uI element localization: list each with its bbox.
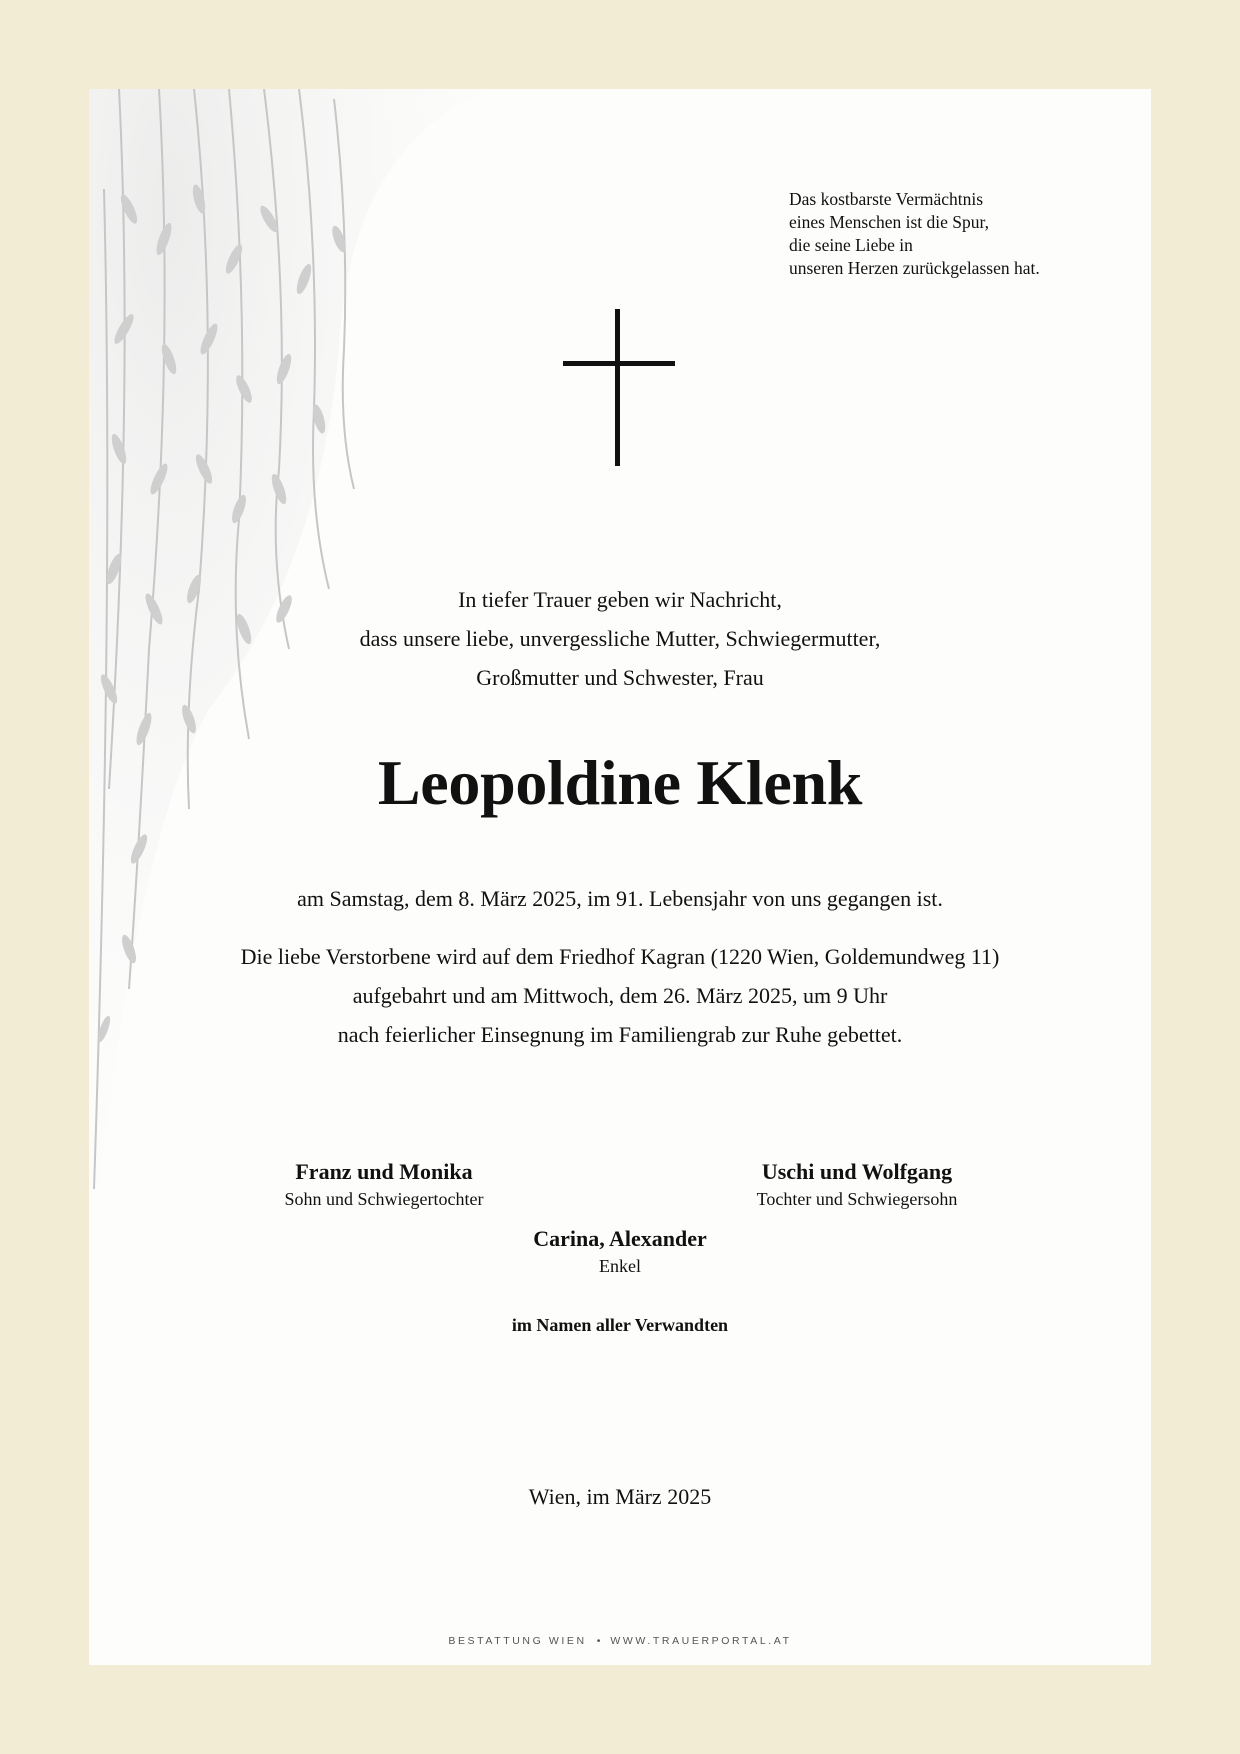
on-behalf-text: im Namen aller Verwandten (511, 1315, 729, 1335)
footer-separator: • (596, 1635, 601, 1647)
deceased-name: Leopoldine Klenk (377, 747, 863, 818)
mourner-relation: Sohn und Schwiegertochter (284, 1189, 484, 1209)
footer (89, 1635, 1151, 1647)
intro-line: In tiefer Trauer geben wir Nachricht, (458, 587, 782, 612)
death-notice: am Samstag, dem 8. März 2025, im 91. Lebensjahr von uns gegangen ist. (297, 886, 943, 911)
willow-branches-illustration (89, 89, 489, 1329)
mourner-relation: Tochter und Schwiegersohn (756, 1189, 958, 1209)
funeral-line: Die liebe Verstorbene wird auf dem Friedhof Kagran (1220 Wien, Goldemundweg 11) (240, 944, 1000, 969)
quote-line: eines Menschen ist die Spur, (789, 212, 990, 232)
intro-text (89, 580, 1151, 697)
mourner-grandchildren (450, 1224, 790, 1278)
mourner-relation: Enkel (599, 1256, 641, 1276)
quote-line: die seine Liebe in (789, 235, 913, 255)
intro-line: Großmutter und Schwester, Frau (476, 665, 764, 690)
mourner-names: Carina, Alexander (533, 1226, 707, 1251)
mourner-names: Uschi und Wolfgang (761, 1159, 953, 1184)
footer-company: BESTATTUNG WIEN (448, 1635, 587, 1647)
quote-line: Das kostbarste Vermächtnis (789, 189, 984, 209)
funeral-line: nach feierlicher Einsegnung im Familiengrab zur Ruhe gebettet. (337, 1022, 903, 1047)
funeral-details (89, 937, 1151, 1054)
latin-cross-icon (563, 309, 675, 466)
intro-line: dass unsere liebe, unvergessliche Mutter, Schwiegermutter, (359, 626, 881, 651)
obituary-page (89, 89, 1151, 1665)
quote-line: unseren Herzen zurückgelassen hat. (789, 258, 1040, 278)
quote-block (789, 188, 1119, 280)
place-date: Wien, im März 2025 (528, 1484, 712, 1509)
mourner-daughter (687, 1157, 1027, 1211)
footer-website-link[interactable]: WWW.TRAUERPORTAL.AT (610, 1635, 792, 1647)
mourner-son (214, 1157, 554, 1211)
mourner-names: Franz und Monika (295, 1159, 473, 1184)
funeral-line: aufgebahrt und am Mittwoch, dem 26. März 2025, um 9 Uhr (352, 983, 888, 1008)
